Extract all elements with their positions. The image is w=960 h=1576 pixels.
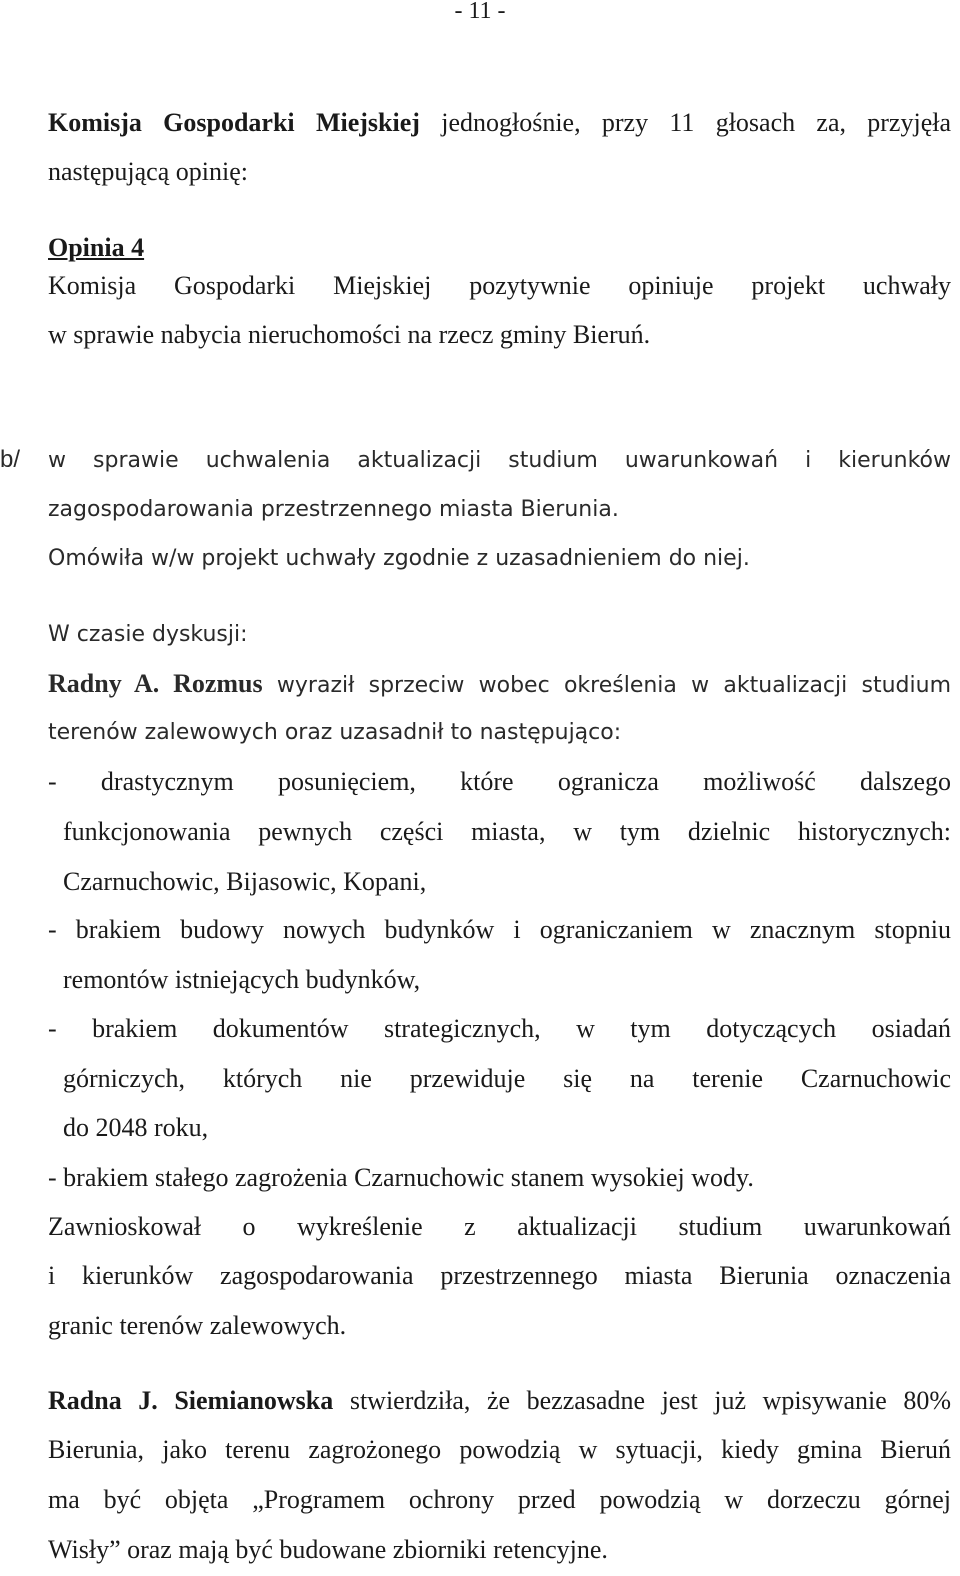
item-b-line-3: Omówiła w/w projekt uchwały zgodnie z uzasadnieniem do niej. [48,546,750,571]
rozmus-text: wyraził sprzeciw wobec określenia w aktualizacji studium [276,673,952,698]
rozmus-bullet-2-line-1: - brakiem budowy nowych budynków i ograniczaniem w znacznym stopniu [48,915,951,944]
rozmus-speaker: Radny A. Rozmus [48,669,263,698]
rozmus-bullet-3-line-3: do 2048 roku, [63,1113,209,1142]
opinion-text-line-1: Komisja Gospodarki Miejskiej pozytywnie opiniuje projekt uchwały [48,271,951,300]
item-b-line-2: zagospodarowania przestrzennego miasta Bierunia. [48,497,619,522]
siemianowska-line-3: ma być objęta „Programem ochrony przed powodzią w dorzeczu górnej [48,1485,951,1514]
rozmus-motion-line-2: i kierunków zagospodarowania przestrzennego miasta Bierunia oznaczenia [48,1261,951,1290]
rozmus-bullet-1-line-1: - drastycznym posunięciem, które ogranicza możliwość dalszego [48,767,951,796]
rozmus-bullet-3-line-2: górniczych, których nie przewiduje się na terenie Czarnuchowic [63,1064,951,1093]
siemianowska-text: stwierdziła, że bezzasadne jest już wpisywanie 80% [349,1386,952,1415]
siemianowska-line-1 [48,1386,951,1416]
commission-name: Komisja Gospodarki Miejskiej [48,108,420,137]
rozmus-bullet-2-line-2: remontów istniejących budynków, [63,965,421,994]
rozmus-bullet-1-line-2: funkcjonowania pewnych części miasta, w tym dzielnic historycznych: [63,817,951,846]
item-b-marker: b/ [0,446,21,473]
item-b-line-1: w sprawie uchwalenia aktualizacji studium uwarunkowań i kierunków [48,448,951,473]
discussion-label: W czasie dyskusji: [48,622,248,647]
opinion-text-line-2: w sprawie nabycia nieruchomości na rzecz gminy Bieruń. [48,320,651,349]
opinion-heading [48,233,951,263]
siemianowska-line-2: Bierunia, jako terenu zagrożonego powodzią w sytuacji, kiedy gmina Bieruń [48,1435,951,1464]
page-number: - 11 - [454,0,506,24]
siemianowska-line-4: Wisły” oraz mają być budowane zbiorniki retencyjne. [48,1535,608,1564]
rozmus-bullet-3-line-1: - brakiem dokumentów strategicznych, w tym dotyczących osiadań [48,1014,951,1043]
rozmus-bullet-1-line-3: Czarnuchowic, Bijasowic, Kopani, [63,867,427,896]
siemianowska-speaker: Radna J. Siemianowska [48,1386,334,1415]
rozmus-motion-line-1: Zawnioskował o wykreślenie z aktualizacji studium uwarunkowań [48,1212,951,1241]
rozmus-line-2: terenów zalewowych oraz uzasadnił to następująco: [48,720,622,745]
opinion-heading-text: Opinia 4 [48,233,145,262]
rozmus-line-1 [48,669,951,701]
commission-paragraph-line-1 [48,108,951,138]
rozmus-motion-line-3: granic terenów zalewowych. [48,1311,347,1340]
commission-paragraph-line-2: następującą opinię: [48,157,248,186]
rozmus-bullet-4-line-1: - brakiem stałego zagrożenia Czarnuchowic stanem wysokiej wody. [48,1163,754,1192]
commission-text: jednogłośnie, przy 11 głosach za, przyjęła [441,108,951,137]
